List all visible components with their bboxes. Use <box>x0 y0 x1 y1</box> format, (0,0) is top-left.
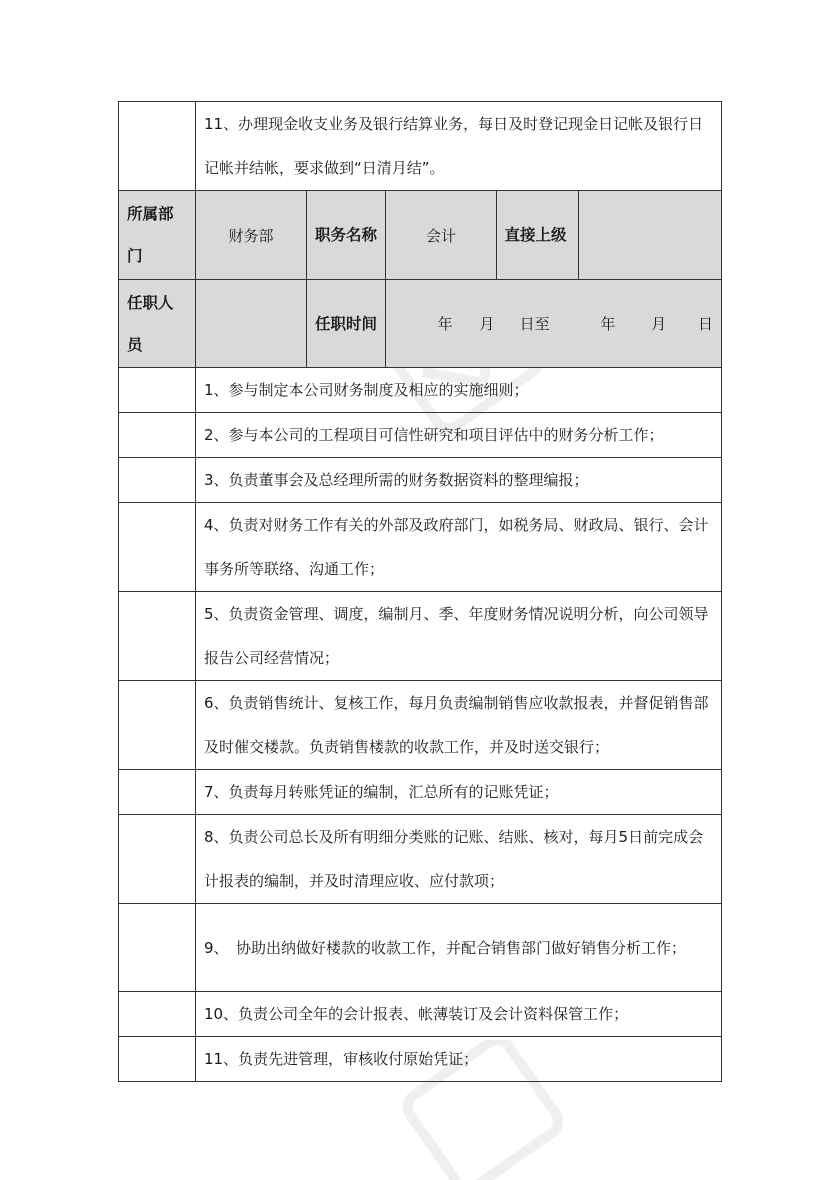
duty-text: 2、参与本公司的工程项目可信性研究和项目评估中的财务分析工作； <box>196 413 722 458</box>
tenure-year-end: 年 <box>600 315 616 333</box>
duty-text: 8、负责公司总长及所有明细分类账的记账、结账、核对，每月5日前完成会计报表的编制，并及时清理应收、应付款项； <box>196 815 722 904</box>
blank-cell <box>119 458 196 503</box>
blank-cell <box>119 770 196 815</box>
tenure-day-start: 日至 <box>519 315 550 333</box>
tenure-label: 任职时间 <box>307 280 386 368</box>
table-row <box>119 992 722 1037</box>
table-row <box>119 102 722 191</box>
table-row <box>119 1037 722 1082</box>
duty-text: 10、负责公司全年的会计报表、帐薄装订及会计资料保管工作； <box>196 992 722 1037</box>
duty-text: 4、负责对财务工作有关的外部及政府部门，如税务局、财政局、银行、会计事务所等联络、沟通工作； <box>196 503 722 592</box>
blank-cell <box>119 681 196 770</box>
tenure-day-end: 日 <box>697 315 713 333</box>
blank-cell <box>119 904 196 992</box>
blank-cell <box>119 1037 196 1082</box>
blank-cell <box>119 368 196 413</box>
table-row <box>119 904 722 992</box>
table-row <box>119 592 722 681</box>
duty-text: 6、负责销售统计、复核工作，每月负责编制销售应收款报表，并督促销售部及时催交楼款。负责销售楼款的收款工作，并及时送交银行； <box>196 681 722 770</box>
table-row <box>119 503 722 592</box>
tenure-year-start: 年 <box>437 315 453 333</box>
blank-cell <box>119 102 196 191</box>
tenure-month-end: 月 <box>651 315 667 333</box>
job-description-table <box>118 101 722 1082</box>
dept-value: 财务部 <box>196 191 307 280</box>
table-row <box>119 458 722 503</box>
table-row <box>119 413 722 458</box>
blank-cell <box>119 413 196 458</box>
blank-cell <box>119 503 196 592</box>
blank-cell <box>119 815 196 904</box>
table-row <box>119 770 722 815</box>
duty-text: 1、参与制定本公司财务制度及相应的实施细则； <box>196 368 722 413</box>
duty-text: 7、负责每月转账凭证的编制，汇总所有的记账凭证； <box>196 770 722 815</box>
duty-text: 11、办理现金收支业务及银行结算业务，每日及时登记现金日记帐及银行日记帐并结帐，要求做到“日清月结”。 <box>196 102 722 191</box>
table-row <box>119 368 722 413</box>
duty-text: 5、负责资金管理、调度，编制月、季、年度财务情况说明分析，向公司领导报告公司经营情况； <box>196 592 722 681</box>
duty-text: 3、负责董事会及总经理所需的财务数据资料的整理编报； <box>196 458 722 503</box>
title-label: 职务名称 <box>307 191 386 280</box>
tenure-date <box>386 280 722 368</box>
blank-cell <box>119 592 196 681</box>
duty-text: 9、 协助出纳做好楼款的收款工作，并配合销售部门做好销售分析工作； <box>196 904 722 992</box>
header-row <box>119 191 722 280</box>
superior-value <box>579 191 722 280</box>
tenure-month-start: 月 <box>479 315 495 333</box>
dept-label: 所属部门 <box>119 191 196 280</box>
staff-row <box>119 280 722 368</box>
title-value: 会计 <box>386 191 497 280</box>
staff-label: 任职人员 <box>119 280 196 368</box>
staff-value <box>196 280 307 368</box>
blank-cell <box>119 992 196 1037</box>
duty-text: 11、负责先进管理，审核收付原始凭证； <box>196 1037 722 1082</box>
table-row <box>119 815 722 904</box>
superior-label: 直接上级 <box>497 191 579 280</box>
table-row <box>119 681 722 770</box>
